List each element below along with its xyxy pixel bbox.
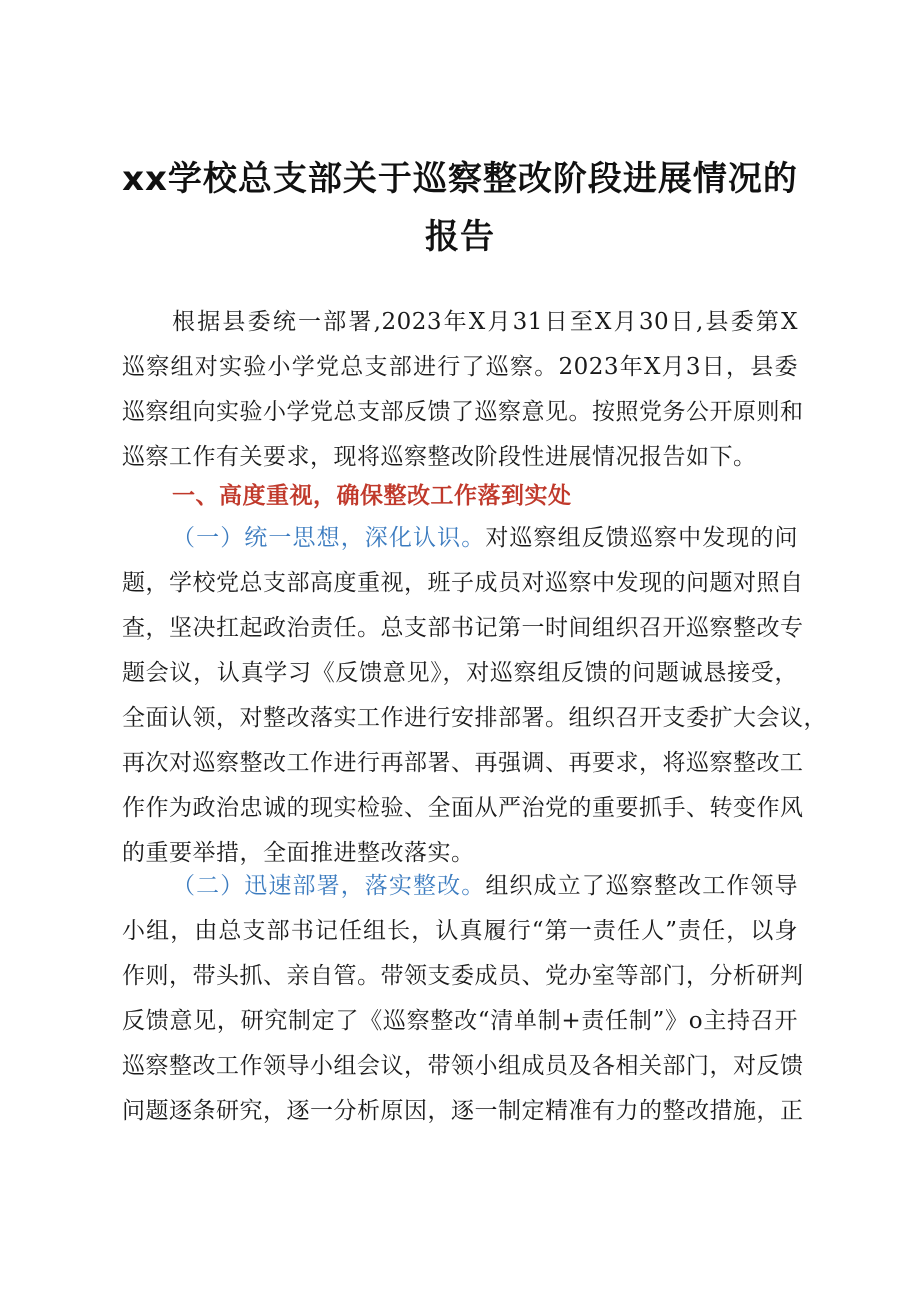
sub-section-1 [122, 516, 827, 876]
section-heading-1: 一、高度重视，确保整改工作落到实处 [172, 483, 572, 509]
intro-paragraph [122, 300, 804, 480]
sub-heading-2: （二）迅速部署，落实整改。 [172, 873, 486, 899]
intro-line: 巡察组向实验小学党总支部反馈了巡察意见。按照党务公开原则和 [122, 399, 804, 425]
intro-line: 巡察组对实验小学党总支部进行了巡察。2023年X月3日，县委 [122, 354, 798, 380]
paragraph-line: 查，坚决扛起政治责任。总支部书记第一时间组织召开巡察整改专 [122, 615, 804, 641]
title-line-2: 报告 [425, 217, 495, 257]
paragraph-line: 题，学校党总支部高度重视，班子成员对巡察中发现的问题对照自 [122, 570, 804, 596]
paragraph-line: 作作为政治忠诚的现实检验、全面从严治党的重要抓手、转变作风 [122, 795, 804, 821]
paragraph-line: 反馈意见，研究制定了《巡察整改“清单制+责任制”》o主持召开 [122, 1008, 798, 1034]
paragraph-line: 作则，带头抓、亲自管。带领支委成员、党办室等部门，分析研判 [122, 963, 804, 989]
paragraph-line: 小组，由总支部书记任组长，认真履行“第一责任人”责任，以身 [122, 918, 798, 944]
intro-line: 根据县委统一部署,2023年X月31日至X月30日,县委第X [172, 309, 798, 335]
sub-heading-1: （一）统一思想，深化认识。 [172, 525, 486, 551]
paragraph-line: 再次对巡察整改工作进行再部署、再强调、再要求，将巡察整改工 [122, 750, 804, 776]
paragraph-line: 的重要举措，全面推进整改落实。 [122, 840, 475, 866]
paragraph-line: 巡察整改工作领导小组会议，带领小组成员及各相关部门，对反馈 [122, 1053, 804, 1079]
sub-section-2 [122, 864, 804, 1134]
paragraph-line: 问题逐条研究，逐一分析原因，逐一制定精准有力的整改措施，正 [122, 1098, 804, 1124]
intro-line: 巡察工作有关要求，现将巡察整改阶段性进展情况报告如下。 [122, 444, 757, 470]
document-title [110, 150, 810, 266]
paragraph-text: 对巡察组反馈巡察中发现的问 [485, 525, 799, 551]
paragraph-text: 组织成立了巡察整改工作领导 [485, 873, 799, 899]
sub-section-2-first-line [122, 864, 798, 909]
paragraph-line: 题会议，认真学习《反馈意见》，对巡察组反馈的问题诚恳接受， [122, 660, 798, 686]
paragraph-line: 全面认领，对整改落实工作进行安排部署。组织召开支委扩大会议， [122, 705, 827, 731]
sub-section-1-first-line [122, 516, 798, 561]
title-line-1: xx学校总支部关于巡察整改阶段进展情况的 [122, 159, 798, 199]
